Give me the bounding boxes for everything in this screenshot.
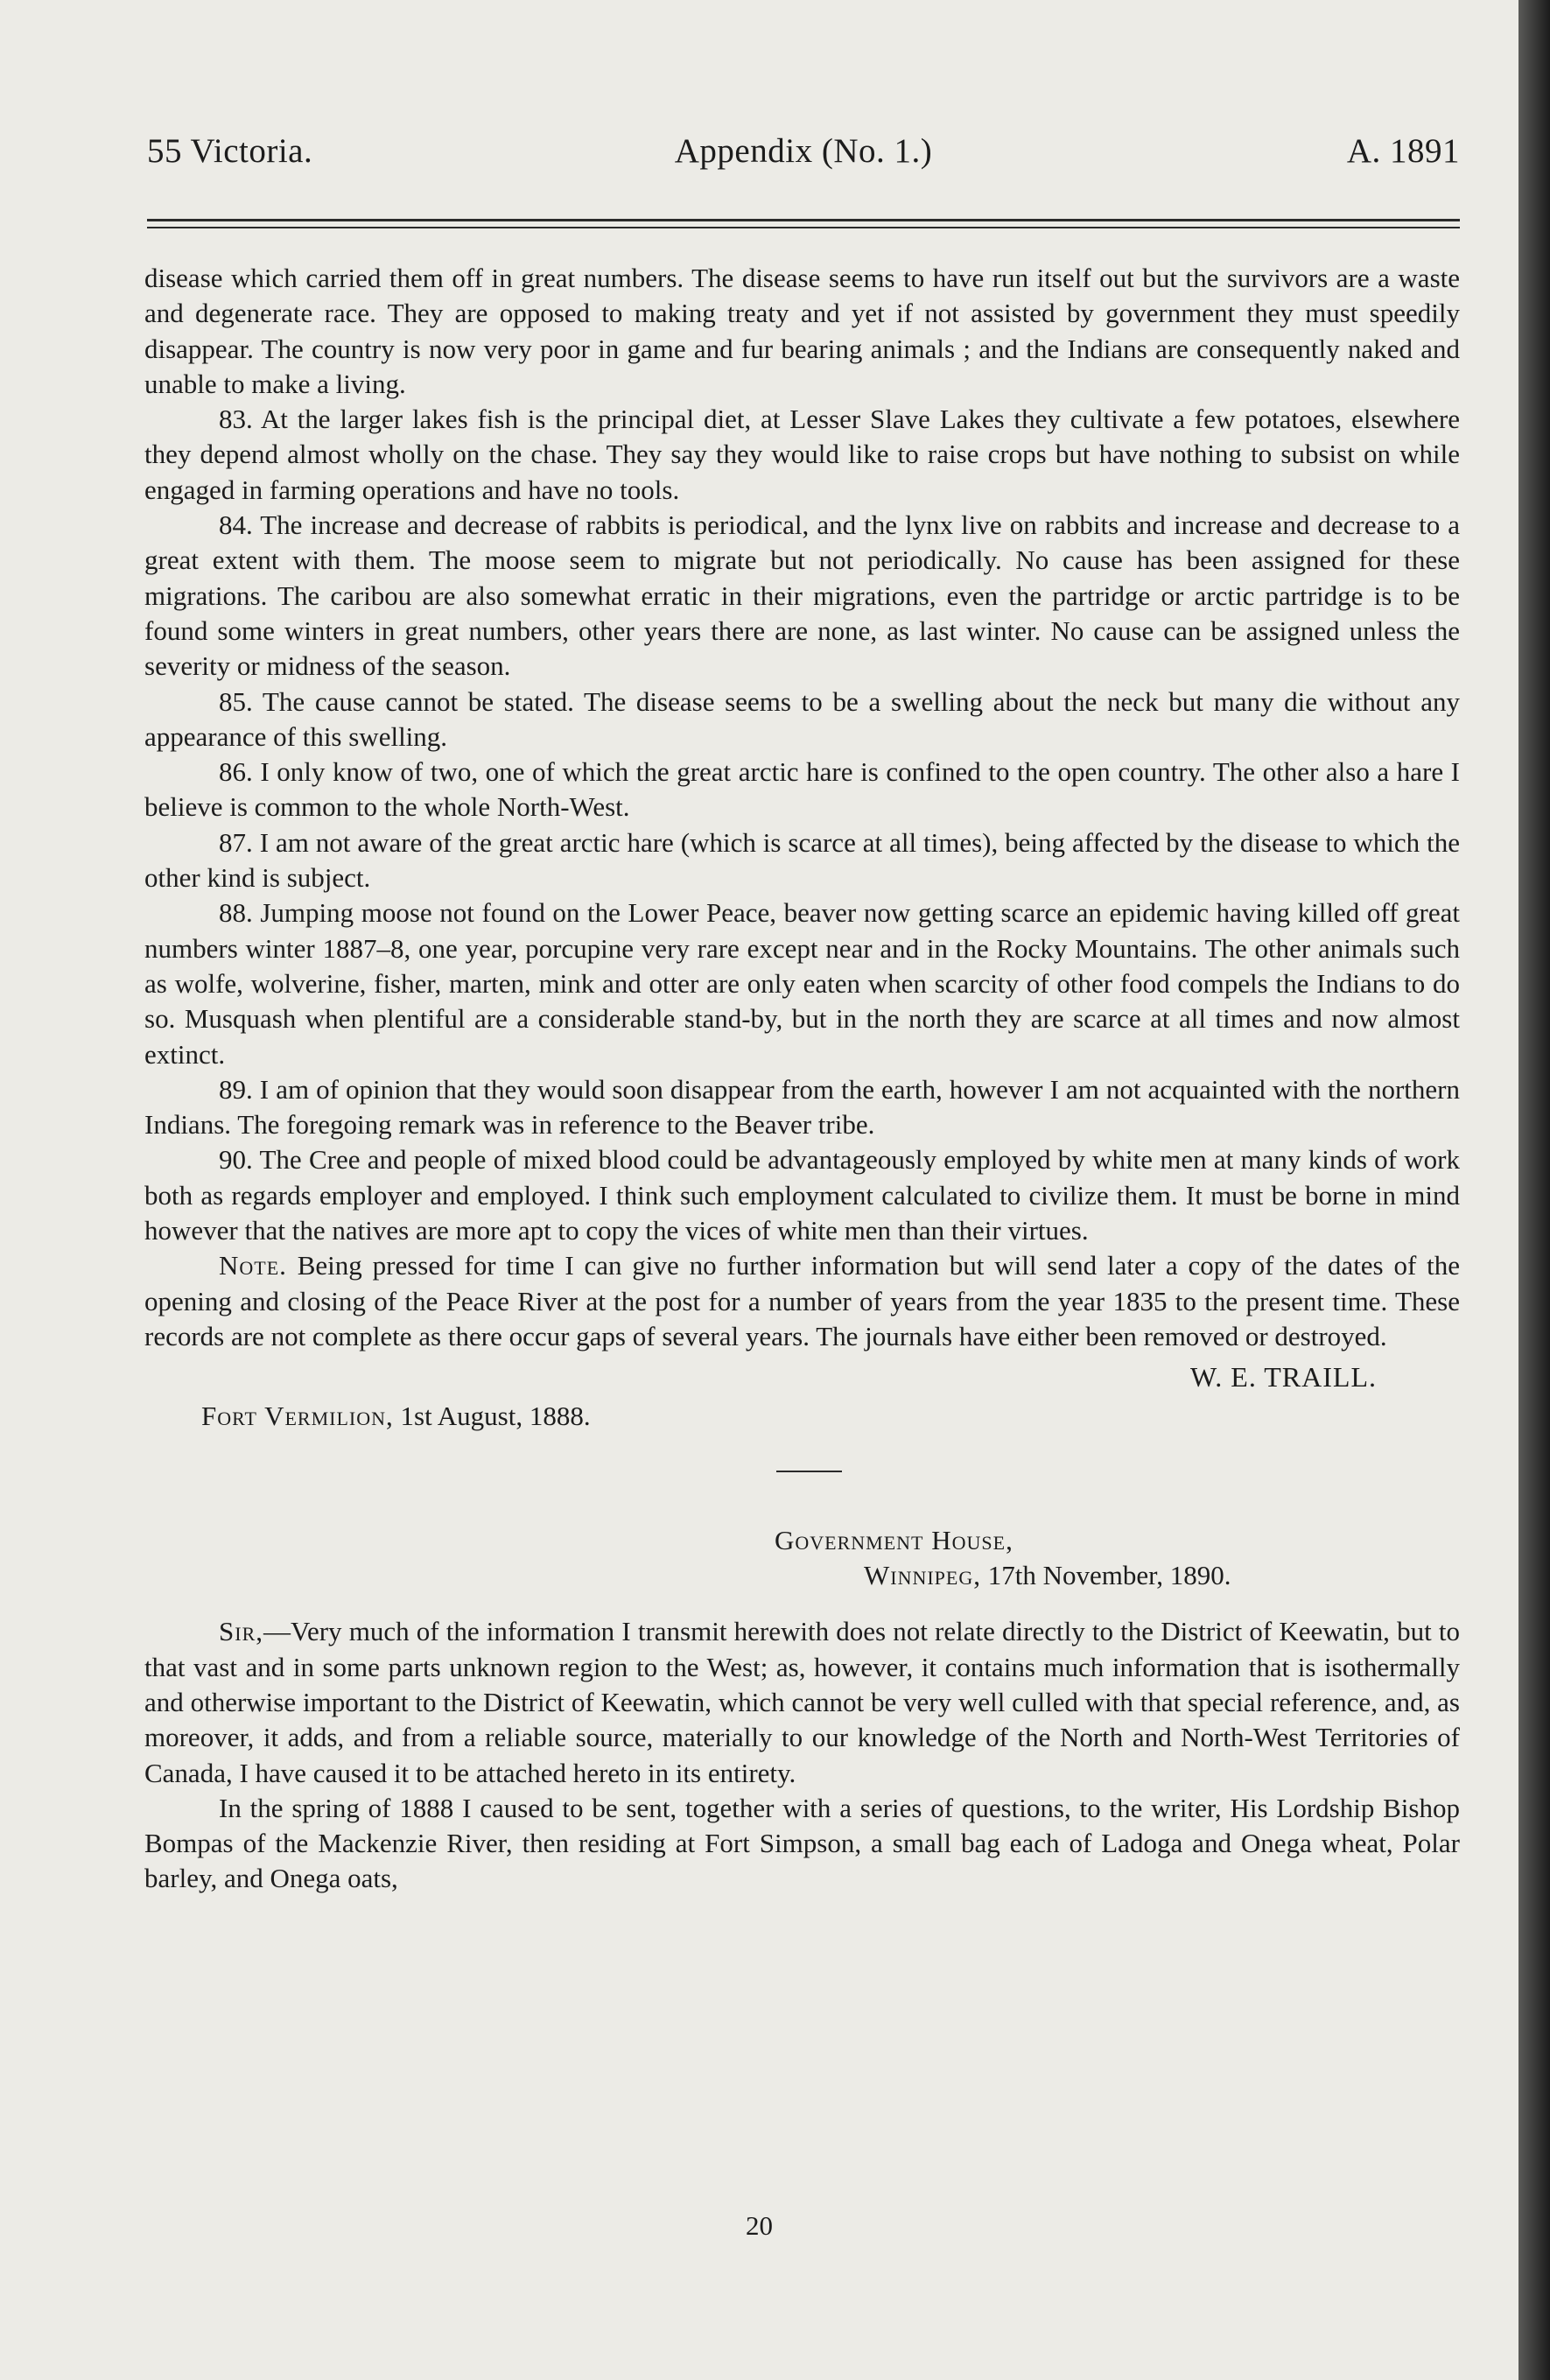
place-and-date [144, 1399, 1460, 1434]
paragraph-87: 87. I am not aware of the great arctic hare (which is scarce at all times), being affected by the disease to which the other kind is subject. [144, 826, 1460, 894]
header-rule-thick [147, 219, 1460, 221]
header-appendix: Appendix (No. 1.) [674, 132, 933, 170]
address-date: 17th November, 1890. [981, 1560, 1231, 1591]
letter-address [144, 1523, 1460, 1594]
paragraph-85: 85. The cause cannot be stated. The disease seems to be a swelling about the neck but many die without any appearance of this swelling. [144, 685, 1460, 752]
header-year: A. 1891 [1346, 132, 1460, 170]
paragraph-89: 89. I am of opinion that they would soon disappear from the earth, however I am not acquainted with the northern Indians. The foregoing remark was in reference to the Beaver tribe. [144, 1073, 1460, 1141]
book-edge [1518, 0, 1550, 2380]
section-divider [776, 1471, 842, 1472]
letter-salutation: Sir, [219, 1616, 263, 1647]
paragraph-90: 90. The Cree and people of mixed blood could be advantageously employed by white men at many kinds of work both as regards employer and employed. I think such employment calculated to civilize them. It must be borne in mind however that the natives are more apt to copy the vices of white men than their virtues. [144, 1144, 1460, 1246]
note-paragraph [144, 1248, 1460, 1354]
place-date: 1st August, 1888. [393, 1400, 591, 1431]
paragraph-continuation: disease which carried them off in great numbers. The disease seems to have run itself out but the survivors are a waste and degenerate race. They are opposed to making treaty and yet if not assisted by government they must speedily disappear. The country is now very poor in game and fur bearing animals ; and the Indians are consequently naked and unable to make a living. [144, 263, 1460, 399]
signature: W. E. TRAILL. [1190, 1361, 1377, 1394]
header-rule-thin [147, 227, 1460, 228]
paragraph-86: 86. I only know of two, one of which the great arctic hare is confined to the open country. The other also a hare I believe is common to the whole North-West. [144, 756, 1460, 823]
address-line-2 [144, 1558, 1460, 1593]
paragraph-84: 84. The increase and decrease of rabbits is periodical, and the lynx live on rabbits and increase and decrease to a great extent with them. The moose seem to migrate but not periodically. No cause has been assigned for these migrations. The caribou are also somewhat erratic in their migrations, even the partridge or arctic partridge is to be found some winters in great numbers, other years there are none, as last winter. No cause can be assigned unless the severity or midness of the season. [144, 509, 1460, 682]
paragraph-83: 83. At the larger lakes fish is the principal diet, at Lesser Slave Lakes they cultivate a few potatoes, elsewhere they depend almost wholly on the chase. They say they would like to raise crops but have nothing to subsist on while engaged in farming operations and have no tools. [144, 404, 1460, 505]
header-session: 55 Victoria. [147, 132, 313, 170]
letter-para1-text: —Very much of the information I transmit herewith does not relate directly to the District of Keewatin, but to that vast and in some parts unknown region to the West; as, however, it contains much information that is isothermally and otherwise important to the District of Keewatin, which cannot be very well culled with that special reference, and, as moreover, it adds, and from a reliable source, materially to our knowledge of the North and North-West Territories of Canada, I have caused it to be attached hereto in its entirety. [144, 1616, 1460, 1788]
letter-paragraph-1 [144, 1614, 1460, 1790]
running-header [147, 131, 1460, 184]
address-city: Winnipeg, [864, 1560, 981, 1591]
letter-paragraph-2: In the spring of 1888 I caused to be sent, together with a series of questions, to the writer, His Lordship Bishop Bompas of the Mackenzie River, then residing at Fort Simpson, a small bag each of Ladoga and Onega wheat, Polar barley, and Onega oats, [144, 1792, 1460, 1894]
paragraph-88: 88. Jumping moose not found on the Lower Peace, beaver now getting scarce an epidemic having killed off great numbers winter 1887–8, one year, porcupine very rare except near and in the Rocky Mountains. The other animals such as wolfe, wolverine, fisher, marten, mink and otter are only eaten when scarcity of other food compels the Indians to do so. Musquash when plentiful are a considerable stand-by, but in the north they are scarce at all times and now almost extinct. [144, 897, 1460, 1070]
note-label: Note. [219, 1250, 287, 1281]
page-number: 20 [746, 2210, 773, 2241]
place-name: Fort Vermilion, [201, 1400, 394, 1431]
address-line-1: Government House, [775, 1524, 1013, 1555]
note-text: Being pressed for time I can give no further information but will send later a copy of the dates of the opening and closing of the Peace River at the post for a number of years from the year 1835 to the present time. These records are not complete as there occur gaps of several years. The journals have either been removed or destroyed. [144, 1250, 1460, 1351]
body-text [144, 261, 1460, 1897]
